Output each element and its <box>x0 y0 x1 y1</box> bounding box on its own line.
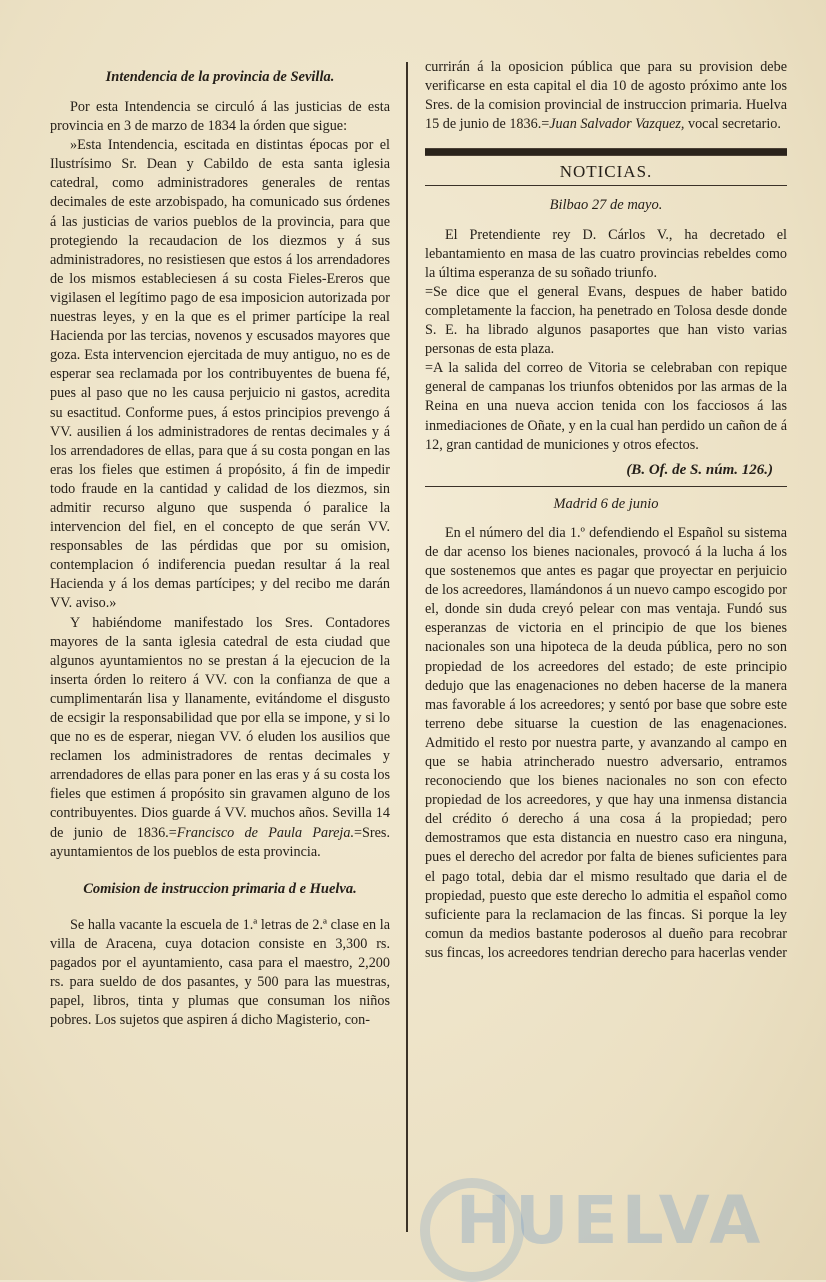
news-vitoria: =A la salida del correo de Vitoria se celebraban con repique general de campanas los triunfos obtenidos por las armas de la Reina en una nueva accion tenida con los facciosos á las inmediaciones de Oñate, y en la cual han perdido un cañon de á 12, gran cantidad de municiones y otros efectos. <box>425 360 787 453</box>
paragraph-reiteration-tail: =Sres. ayuntamientos de los pueblos de esta provincia. <box>50 824 390 860</box>
watermark-huelva: HUELVA <box>455 1181 765 1259</box>
right-column <box>425 58 787 963</box>
signature-vazquez: Juan Salvador Vazquez, <box>549 116 685 133</box>
news-pretendiente: El Pretendiente rey D. Cárlos V., ha decretado el lebantamiento en masa de las cuatro provincias rebeldes como la última esperanza de su soñado triunfo. <box>425 226 787 281</box>
news-espanol-debate: En el número del dia 1.º defendiendo el Español su sistema de dar acenso los bienes nacionales, provocó á la lucha á los que sostenemos que antes es pagar que proyectar en perjuicio de los acreedores, llamándonos á un nuevo campo escogido por el, donde sin duda creyó pelear con mas ventaja. Fundó sus esperanzas de victoria en el principio de que los bienes nacionales son una hipoteca de la deuda pública, pero no son propiedad de los acreedores del estado; de este principio dedujo que las enagenaciones no deben hacerse de la manera mas favorable á los acreedores; y sentó por base que sobre este terreno debe situarse la cuestion de las enagenaciones. Admitido el resto por nuestra parte, y avanzando al campo en que se habia atrincherado nuestro adversario, entramos reconociendo que los bienes nacionales no son con efecto propiedad de los acreedores, y que hay una inmensa distancia del crédito ó derecho á una cosa á la propiedad; pero demostramos que esta distancia en nuestro caso era ninguna, pues el derecho del acredor por falta de bienes suficientes para el pago total, debia dar el mismo resultado que daria el de propiedad, puesto que este derecho lo admitia el español como suficiente para la reclamacion de las fincas. Si porque la ley comun da medios bastante poderosos al dueño para recobrar sus fincas, los acreedores tendrian derecho para hacerlas vender <box>425 524 787 961</box>
paragraph-vacancy-continued-tail: vocal secretario. <box>684 116 781 133</box>
heading-intendencia-sevilla: Intendencia de la provincia de Sevilla. <box>105 69 335 85</box>
dateline-bilbao: Bilbao 27 de mayo. <box>549 197 663 214</box>
divider-rule <box>425 486 787 487</box>
paragraph-circular-text: »Esta Intendencia, escitada en distintas épocas por el Ilustrísimo Sr. Dean y Cabildo de esta santa iglesia catedral, como administradores generales de rentas decimales de este arzobispado, ha comunicado sus órdenes á las justicias de varios pueblos de la provincia, para que protegiendo la recaudacion de los diezmos y á sus administradores, no resistiesen que estos á los arrendadores de los mismos estableciesen á su costa Fieles-Ereros que vigilasen el legítimo pago de esa imposicion autorizada por nuestras leyes, y en la que es el primer partícipe la real Hacienda por las tercias, novenos y escusados mayores que goza. Esta intervencion ejercitada de muy antiguo, no es de esperar sea reclamada por los contribuyentes de buena fé, pues al paso que no les causa perjuicio ni gastos, acredita su esactitud. Conforme pues, á estos principios prevengo á VV. ausilien á los administradores de rentas decimales y á los arrendadores de ellas, para que á su costa pongan en las eras los fieles que estimen á propósito, á fin de impedir todo fraude en la cantidad y calidad de los diezmos, sin admitir recurso alguno que suspenda ó paralice la intervencion del fiel, en el concepto de que serán VV. responsables de las pérdidas que por su omision, contemplacion ó indiferencia puedan resultar á la real Hacienda y á los demas partícipes; y del recibo me darán VV. aviso.» <box>50 137 390 612</box>
left-column <box>50 56 390 1030</box>
section-rule-thin <box>425 185 787 186</box>
column-divider <box>406 62 408 1232</box>
paragraph-reiteration <box>50 614 390 862</box>
paragraph-vacancy-continued-body: currirán á la oposicion pública que para su provision debe verificarse en esta capital el dia 10 de agosto próximo ante los Sres. de la comision provincial de instruccion primaria. Huelva 15 de junio de 1836.= <box>425 59 787 133</box>
news-general-evans: =Se dice que el general Evans, despues de haber batido completamente la faccion, ha penetrado en Tolosa desde donde S. E. ha librado algunos pasaportes que han visto varias personas de esta plaza. <box>425 283 787 358</box>
paragraph-reiteration-body: Y habiéndome manifestado los Sres. Contadores mayores de la santa iglesia catedral de esta ciudad que algunos ayuntamientos no se prestan á la ejecucion de la inserta órden lo reitero á VV. con la confianza de que a cumplimentarán lisa y llanamente, evitándome el disgusto de ecsigir la responsabilidad que por ella se impone, y si lo que no es de esperar, niegan VV. ó eluden los ausilios que reclamen los administradores de rentas decimales y arrendadores de ellas para poner en las eras y á su costa los fieles que estimen á propósito sin gravamen alguno de los contribuyentes. Dios guarde á VV. muchos años. Sevilla 14 de junio de 1836.= <box>50 614 390 841</box>
watermark-ring-icon <box>420 1178 524 1282</box>
paragraph-vacancy-continued <box>425 58 787 134</box>
section-rule-thick <box>425 148 787 156</box>
signature-pareja: Francisco de Paula Pareja. <box>176 824 355 841</box>
section-title-noticias: NOTICIAS. <box>559 162 653 182</box>
paragraph-vacancy-aracena: Se halla vacante la escuela de 1.ª letras de 2.ª clase en la villa de Aracena, cuya dotacion consiste en 3,300 rs. pagados por el ayuntamiento, casa para el maestro, 2,200 rs. para sueldo de dos pasantes, y 500 para las muestras, papel, libros, tinta y plumas que consuman los niños pobres. Los sujetos que aspiren á dicho Magisterio, con- <box>50 916 390 1029</box>
source-boletin: (B. Of. de S. núm. 126.) <box>626 461 773 478</box>
paragraph-circular-intro: Por esta Intendencia se circuló á las justicias de esta provincia en 3 de marzo de 1834 la órden que sigue: <box>50 99 390 135</box>
dateline-madrid: Madrid 6 de junio <box>553 495 659 512</box>
heading-comision-huelva: Comision de instruccion primaria d e Huelva. <box>83 880 357 897</box>
